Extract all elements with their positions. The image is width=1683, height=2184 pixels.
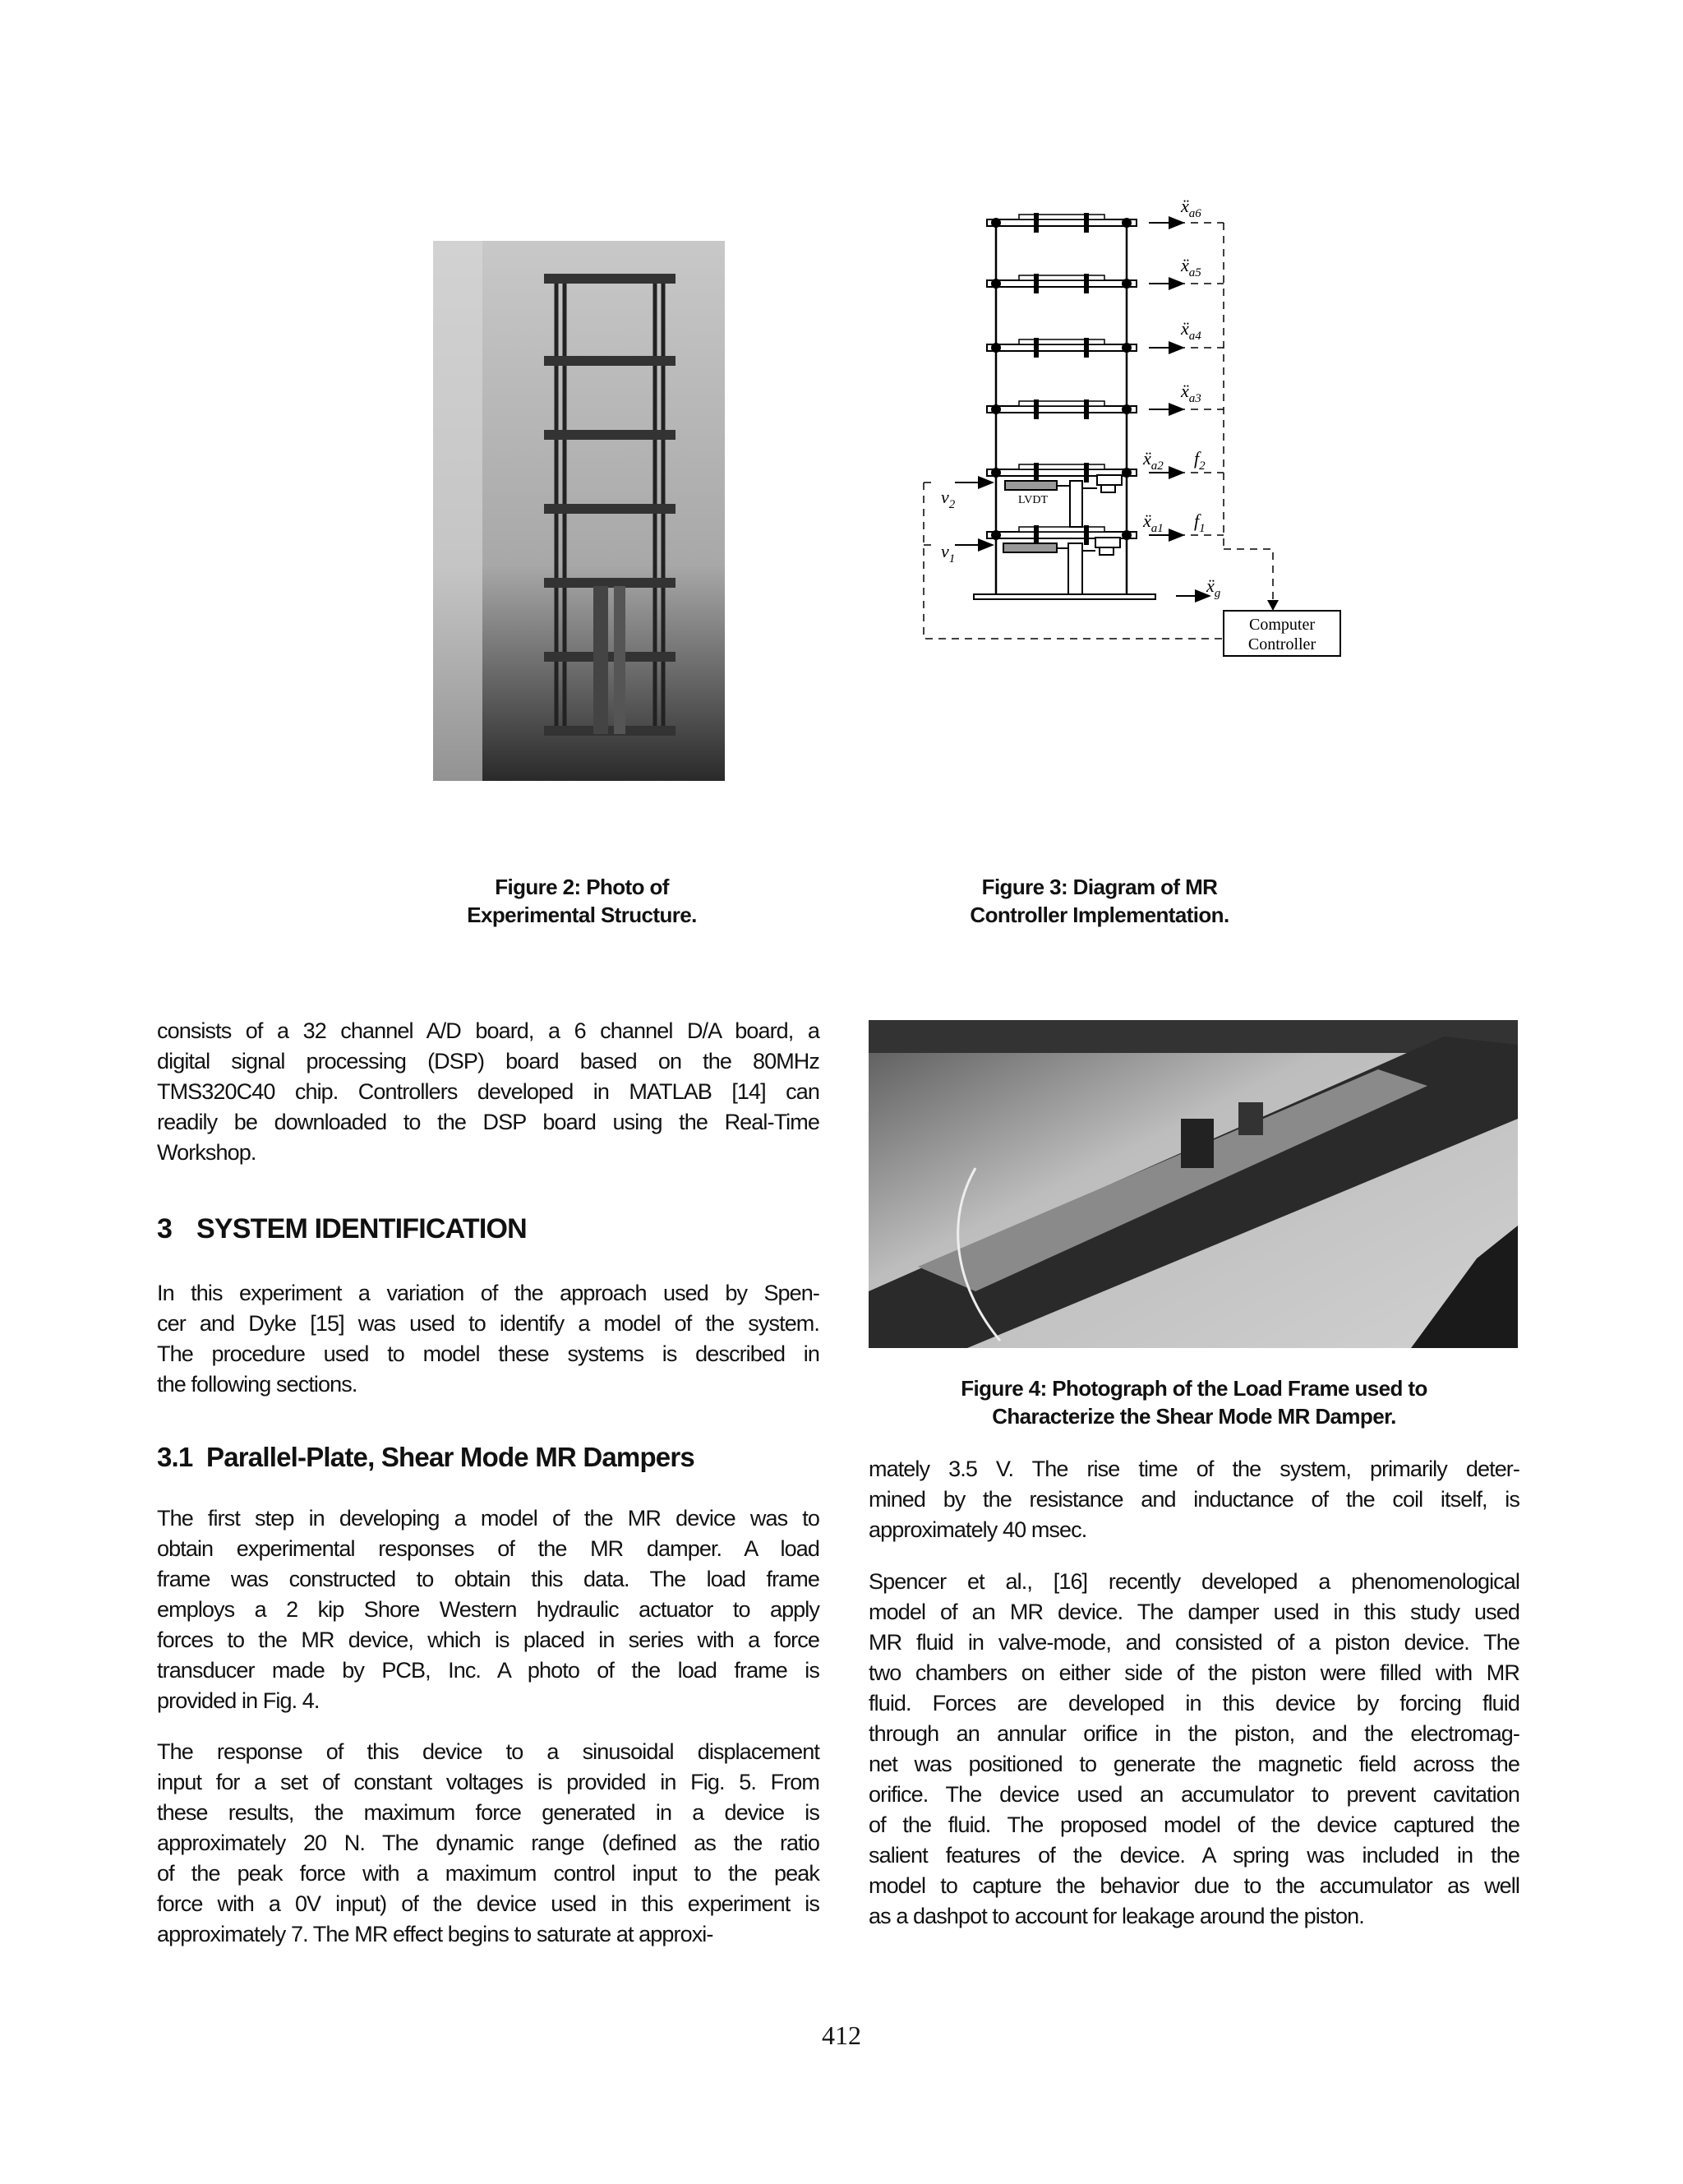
text-line: net was positioned to generate the magnetic field across the <box>869 1752 1519 1776</box>
page-number: 412 <box>822 2020 861 2050</box>
label-xa3: ẍ$_{a3}$ <box>1181 381 1201 405</box>
text-line: provided in Fig. 4. <box>157 1688 320 1713</box>
figure-4-caption <box>869 1374 1519 1430</box>
figure-2-caption <box>376 873 787 929</box>
text-line: model of an MR device. The damper used in this study used <box>869 1600 1519 1624</box>
text-line: fluid. Forces are developed in this device by forcing fluid <box>869 1691 1519 1715</box>
label-xa4: ẍ$_{a4}$ <box>1181 318 1201 343</box>
text-line: through an annular orifice in the piston, and the electromag- <box>869 1721 1519 1746</box>
section-number: 3.1 <box>157 1442 193 1472</box>
section-3-heading <box>157 1213 819 1245</box>
text-line: In this experiment a variation of the approach used by Spen- <box>157 1281 819 1305</box>
caption-line: Experimental Structure. <box>467 903 697 927</box>
load-frame-photo <box>869 1020 1518 1348</box>
label-xg: ẍ$_g$ <box>1206 575 1221 600</box>
label-v2: $v_2$ <box>941 487 956 511</box>
lvdt-sensor-1 <box>1003 543 1057 552</box>
text-line: approximately 20 N. The dynamic range (defined as the ratio <box>157 1831 819 1855</box>
text-line: Workshop. <box>157 1140 256 1165</box>
text-line: MR fluid in valve-mode, and consisted of a piston device. The <box>869 1630 1519 1655</box>
text-line: The response of this device to a sinusoidal displacement <box>157 1739 819 1764</box>
mr-damper-1 <box>1068 543 1082 594</box>
text-line: force with a 0V input) of the device used in this experiment is <box>157 1891 819 1916</box>
text-line: digital signal processing (DSP) board based on the 80MHz <box>157 1049 819 1074</box>
mr-damper-2 <box>1070 481 1082 527</box>
text-line: employs a 2 kip Shore Western hydraulic actuator to apply <box>157 1597 819 1622</box>
text-line: input for a set of constant voltages is provided in Fig. 5. From <box>157 1770 819 1794</box>
text-line: readily be downloaded to the DSP board using the Real-Time <box>157 1110 819 1134</box>
figure-3-caption <box>894 873 1305 929</box>
text-line: TMS320C40 chip. Controllers developed in MATLAB [14] can <box>157 1079 819 1104</box>
label-v1: $v_1$ <box>941 541 956 566</box>
controller-label-line2: Controller <box>1247 635 1316 653</box>
label-f1: $f_1$ <box>1194 510 1206 535</box>
figure-4-photo <box>869 1020 1518 1348</box>
section-3-1-heading <box>157 1442 819 1473</box>
text-line: consists of a 32 channel A/D board, a 6 channel D/A board, a <box>157 1018 819 1043</box>
paragraph-rise-time <box>869 1454 1519 1545</box>
caption-line: Figure 4: Photograph of the Load Frame used to <box>961 1376 1427 1401</box>
text-line: mined by the resistance and inductance of the coil itself, is <box>869 1487 1519 1512</box>
text-line: model to capture the behavior due to the accumulator as well <box>869 1873 1519 1898</box>
paragraph-system-id-intro <box>157 1278 819 1400</box>
text-line: transducer made by PCB, Inc. A photo of the load frame is <box>157 1658 819 1683</box>
caption-line: Figure 3: Diagram of MR <box>981 875 1218 899</box>
text-line: approximately 40 msec. <box>869 1517 1087 1542</box>
label-xa5: ẍ$_{a5}$ <box>1181 255 1201 279</box>
paragraph-spencer-model <box>869 1567 1519 1932</box>
paragraph-load-frame <box>157 1503 819 1716</box>
label-f2: $f_2$ <box>1194 448 1206 473</box>
text-line: orifice. The device used an accumulator to prevent cavitation <box>869 1782 1519 1807</box>
text-line: The procedure used to model these systems is described in <box>157 1341 819 1366</box>
text-line: approximately 7. The MR effect begins to saturate at approxi- <box>157 1922 713 1946</box>
text-line: of the fluid. The proposed model of the device captured the <box>869 1812 1519 1837</box>
floor-plates <box>987 213 1137 545</box>
text-line: as a dashpot to account for leakage around the piston. <box>869 1904 1364 1928</box>
text-line: the following sections. <box>157 1372 357 1397</box>
text-line: salient features of the device. A spring was included in the <box>869 1843 1519 1868</box>
section-title: SYSTEM IDENTIFICATION <box>196 1213 527 1244</box>
lvdt-label: LVDT <box>1017 494 1049 506</box>
floor-plate <box>987 219 1137 226</box>
text-line: frame was constructed to obtain this data. The load frame <box>157 1567 819 1591</box>
figure-3-diagram <box>863 164 1356 863</box>
floor-plate <box>987 344 1137 351</box>
text-line: of the peak force with a maximum control input to the peak <box>157 1861 819 1886</box>
caption-line: Characterize the Shear Mode MR Damper. <box>992 1404 1396 1429</box>
text-line: two chambers on either side of the piston were filled with MR <box>869 1660 1519 1685</box>
controller-label-line1: Computer <box>1249 616 1315 634</box>
section-title: Parallel-Plate, Shear Mode MR Dampers <box>206 1442 694 1472</box>
label-xa2: ẍ$_{a2}$ <box>1143 448 1164 473</box>
lvdt-sensor-2 <box>1005 481 1057 490</box>
paragraph-device-response <box>157 1737 819 1950</box>
section-number: 3 <box>157 1213 173 1244</box>
caption-line: Figure 2: Photo of <box>495 875 669 899</box>
experimental-structure-photo <box>433 241 725 781</box>
label-xa6: ẍ$_{a6}$ <box>1181 196 1201 220</box>
floor-plate <box>987 406 1137 413</box>
arrow-down-icon <box>1267 600 1279 611</box>
label-xa1: ẍ$_{a1}$ <box>1143 510 1164 535</box>
floor-plate <box>987 280 1137 287</box>
text-line: these results, the maximum force generated in a device is <box>157 1800 819 1825</box>
text-line: The first step in developing a model of the MR device was to <box>157 1506 819 1531</box>
text-line: Spencer et al., [16] recently developed a phenomenological <box>869 1569 1519 1594</box>
text-line: cer and Dyke [15] was used to identify a model of the system. <box>157 1311 819 1336</box>
caption-line: Controller Implementation. <box>970 903 1229 927</box>
text-line: forces to the MR device, which is placed in series with a force <box>157 1628 819 1652</box>
text-line: obtain experimental responses of the MR damper. A load <box>157 1536 819 1561</box>
figure-2-photo <box>433 241 725 781</box>
text-line: mately 3.5 V. The rise time of the system, primarily deter- <box>869 1457 1519 1481</box>
paragraph-hardware <box>157 1016 819 1168</box>
